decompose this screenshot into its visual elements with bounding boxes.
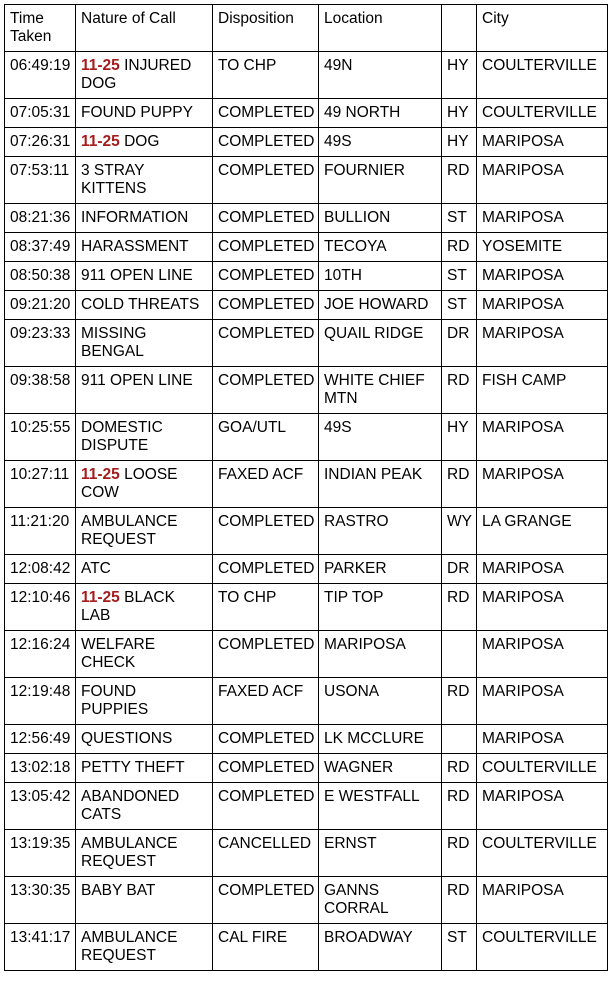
cell-nature-of-call xyxy=(76,233,213,262)
call-description: MISSING BENGAL xyxy=(81,325,147,360)
cell-time-taken: 12:10:46 xyxy=(5,584,76,631)
cell-city: MARIPOSA xyxy=(477,877,608,924)
cell-street-suffix: RD xyxy=(442,877,477,924)
cell-city: MARIPOSA xyxy=(477,204,608,233)
table-row xyxy=(5,157,608,204)
cell-street-suffix: RD xyxy=(442,830,477,877)
cell-disposition: COMPLETED xyxy=(213,725,319,754)
cell-nature-of-call xyxy=(76,128,213,157)
table-row xyxy=(5,52,608,99)
cell-street-suffix: RD xyxy=(442,461,477,508)
cell-street-suffix: RD xyxy=(442,584,477,631)
cell-nature-of-call xyxy=(76,99,213,128)
call-description: AMBULANCE REQUEST xyxy=(81,835,178,870)
call-description: HARASSMENT xyxy=(81,238,189,255)
header-city: City xyxy=(477,5,608,52)
cell-city: MARIPOSA xyxy=(477,320,608,367)
table-row xyxy=(5,291,608,320)
cell-street-suffix: RD xyxy=(442,783,477,830)
call-description: DOMESTIC DISPUTE xyxy=(81,419,163,454)
call-description: FOUND PUPPIES xyxy=(81,683,149,718)
cell-time-taken: 13:02:18 xyxy=(5,754,76,783)
cell-nature-of-call xyxy=(76,262,213,291)
cell-location: TECOYA xyxy=(319,233,442,262)
cell-nature-of-call xyxy=(76,631,213,678)
cell-city: LA GRANGE xyxy=(477,508,608,555)
cell-street-suffix: RD xyxy=(442,233,477,262)
cell-disposition: COMPLETED xyxy=(213,783,319,830)
cell-street-suffix: HY xyxy=(442,52,477,99)
call-description: PETTY THEFT xyxy=(81,759,185,776)
table-row xyxy=(5,262,608,291)
cell-nature-of-call xyxy=(76,924,213,971)
call-description: WELFARE CHECK xyxy=(81,636,156,671)
cell-time-taken: 09:38:58 xyxy=(5,367,76,414)
cell-city: MARIPOSA xyxy=(477,414,608,461)
cell-location: INDIAN PEAK xyxy=(319,461,442,508)
cell-city: COULTERVILLE xyxy=(477,924,608,971)
cell-nature-of-call xyxy=(76,414,213,461)
cell-time-taken: 08:37:49 xyxy=(5,233,76,262)
table-row xyxy=(5,99,608,128)
cell-nature-of-call xyxy=(76,204,213,233)
call-code-badge: 11-25 xyxy=(81,57,120,74)
cell-nature-of-call xyxy=(76,678,213,725)
table-row xyxy=(5,414,608,461)
cell-time-taken: 07:05:31 xyxy=(5,99,76,128)
cell-location: 49N xyxy=(319,52,442,99)
cell-time-taken: 09:23:33 xyxy=(5,320,76,367)
cell-street-suffix xyxy=(442,725,477,754)
cell-location: ERNST xyxy=(319,830,442,877)
cell-location: USONA xyxy=(319,678,442,725)
cell-nature-of-call xyxy=(76,52,213,99)
cell-street-suffix xyxy=(442,631,477,678)
cell-time-taken: 09:21:20 xyxy=(5,291,76,320)
table-row xyxy=(5,555,608,584)
cell-city: MARIPOSA xyxy=(477,725,608,754)
table-row xyxy=(5,754,608,783)
cell-time-taken: 07:53:11 xyxy=(5,157,76,204)
cell-location: BULLION xyxy=(319,204,442,233)
table-row xyxy=(5,924,608,971)
cell-city: COULTERVILLE xyxy=(477,52,608,99)
cell-disposition: COMPLETED xyxy=(213,320,319,367)
call-description: 911 OPEN LINE xyxy=(81,372,193,389)
cell-disposition: COMPLETED xyxy=(213,233,319,262)
cell-location: 49S xyxy=(319,128,442,157)
header-row xyxy=(5,5,608,52)
cell-time-taken: 08:50:38 xyxy=(5,262,76,291)
header-street-suffix xyxy=(442,5,477,52)
cell-nature-of-call xyxy=(76,320,213,367)
table-row xyxy=(5,233,608,262)
cell-street-suffix: WY xyxy=(442,508,477,555)
cell-disposition: GOA/UTL xyxy=(213,414,319,461)
cell-location: WHITE CHIEF MTN xyxy=(319,367,442,414)
table-row xyxy=(5,783,608,830)
cell-street-suffix: RD xyxy=(442,678,477,725)
table-row xyxy=(5,461,608,508)
cell-street-suffix: ST xyxy=(442,291,477,320)
cell-disposition: COMPLETED xyxy=(213,128,319,157)
cell-location: QUAIL RIDGE xyxy=(319,320,442,367)
cell-street-suffix: HY xyxy=(442,99,477,128)
table-row xyxy=(5,367,608,414)
call-log-table xyxy=(4,4,608,971)
cell-disposition: COMPLETED xyxy=(213,555,319,584)
cell-disposition: FAXED ACF xyxy=(213,461,319,508)
cell-disposition: FAXED ACF xyxy=(213,678,319,725)
cell-location: WAGNER xyxy=(319,754,442,783)
call-description: COLD THREATS xyxy=(81,296,200,313)
table-row xyxy=(5,320,608,367)
table-row xyxy=(5,631,608,678)
cell-time-taken: 13:19:35 xyxy=(5,830,76,877)
cell-disposition: TO CHP xyxy=(213,584,319,631)
call-description: 911 OPEN LINE xyxy=(81,267,193,284)
cell-street-suffix: HY xyxy=(442,414,477,461)
cell-city: MARIPOSA xyxy=(477,128,608,157)
cell-disposition: COMPLETED xyxy=(213,204,319,233)
cell-city: MARIPOSA xyxy=(477,262,608,291)
cell-nature-of-call xyxy=(76,754,213,783)
cell-nature-of-call xyxy=(76,508,213,555)
cell-disposition: COMPLETED xyxy=(213,367,319,414)
cell-city: MARIPOSA xyxy=(477,631,608,678)
cell-location: 10TH xyxy=(319,262,442,291)
cell-street-suffix: ST xyxy=(442,262,477,291)
cell-nature-of-call xyxy=(76,830,213,877)
call-description: INFORMATION xyxy=(81,209,189,226)
table-row xyxy=(5,877,608,924)
cell-nature-of-call xyxy=(76,725,213,754)
call-code-badge: 11-25 xyxy=(81,133,120,150)
cell-city: COULTERVILLE xyxy=(477,830,608,877)
cell-disposition: COMPLETED xyxy=(213,291,319,320)
call-description: AMBULANCE REQUEST xyxy=(81,513,178,548)
cell-disposition: TO CHP xyxy=(213,52,319,99)
cell-disposition: COMPLETED xyxy=(213,262,319,291)
cell-city: MARIPOSA xyxy=(477,157,608,204)
cell-street-suffix: RD xyxy=(442,157,477,204)
cell-city: MARIPOSA xyxy=(477,291,608,320)
call-description: ATC xyxy=(81,560,111,577)
cell-city: MARIPOSA xyxy=(477,678,608,725)
cell-time-taken: 12:08:42 xyxy=(5,555,76,584)
cell-city: COULTERVILLE xyxy=(477,99,608,128)
table-row xyxy=(5,128,608,157)
table-row xyxy=(5,584,608,631)
cell-time-taken: 13:05:42 xyxy=(5,783,76,830)
cell-nature-of-call xyxy=(76,555,213,584)
call-description: BLACK LAB xyxy=(81,589,175,624)
cell-city: YOSEMITE xyxy=(477,233,608,262)
cell-nature-of-call xyxy=(76,877,213,924)
cell-time-taken: 13:30:35 xyxy=(5,877,76,924)
cell-time-taken: 07:26:31 xyxy=(5,128,76,157)
cell-location: TIP TOP xyxy=(319,584,442,631)
cell-city: MARIPOSA xyxy=(477,783,608,830)
cell-street-suffix: RD xyxy=(442,367,477,414)
call-description: LOOSE COW xyxy=(81,466,178,501)
table-row xyxy=(5,678,608,725)
call-description: AMBULANCE REQUEST xyxy=(81,929,178,964)
cell-street-suffix: RD xyxy=(442,754,477,783)
cell-location: FOURNIER xyxy=(319,157,442,204)
cell-time-taken: 06:49:19 xyxy=(5,52,76,99)
cell-disposition: CAL FIRE xyxy=(213,924,319,971)
call-description: ABANDONED CATS xyxy=(81,788,180,823)
cell-nature-of-call xyxy=(76,367,213,414)
call-description: FOUND PUPPY xyxy=(81,104,193,121)
cell-location: PARKER xyxy=(319,555,442,584)
cell-location: GANNS CORRAL xyxy=(319,877,442,924)
cell-nature-of-call xyxy=(76,783,213,830)
cell-time-taken: 08:21:36 xyxy=(5,204,76,233)
cell-disposition: COMPLETED xyxy=(213,877,319,924)
header-disposition: Disposition xyxy=(213,5,319,52)
cell-city: MARIPOSA xyxy=(477,555,608,584)
call-code-badge: 11-25 xyxy=(81,466,120,483)
cell-time-taken: 10:25:55 xyxy=(5,414,76,461)
cell-disposition: COMPLETED xyxy=(213,631,319,678)
cell-street-suffix: ST xyxy=(442,204,477,233)
call-code-badge: 11-25 xyxy=(81,589,120,606)
cell-disposition: COMPLETED xyxy=(213,99,319,128)
cell-nature-of-call xyxy=(76,157,213,204)
cell-street-suffix: HY xyxy=(442,128,477,157)
cell-time-taken: 12:56:49 xyxy=(5,725,76,754)
cell-disposition: CANCELLED xyxy=(213,830,319,877)
cell-time-taken: 10:27:11 xyxy=(5,461,76,508)
cell-time-taken: 11:21:20 xyxy=(5,508,76,555)
cell-city: MARIPOSA xyxy=(477,461,608,508)
cell-street-suffix: ST xyxy=(442,924,477,971)
cell-disposition: COMPLETED xyxy=(213,754,319,783)
cell-nature-of-call xyxy=(76,584,213,631)
cell-time-taken: 12:16:24 xyxy=(5,631,76,678)
table-row xyxy=(5,725,608,754)
cell-city: FISH CAMP xyxy=(477,367,608,414)
cell-city: COULTERVILLE xyxy=(477,754,608,783)
cell-disposition: COMPLETED xyxy=(213,157,319,204)
cell-location: 49S xyxy=(319,414,442,461)
cell-location: 49 NORTH xyxy=(319,99,442,128)
header-time-taken: Time Taken xyxy=(5,5,76,52)
header-location: Location xyxy=(319,5,442,52)
cell-location: RASTRO xyxy=(319,508,442,555)
table-row xyxy=(5,508,608,555)
cell-location: BROADWAY xyxy=(319,924,442,971)
cell-location: LK MCCLURE xyxy=(319,725,442,754)
cell-location: MARIPOSA xyxy=(319,631,442,678)
cell-street-suffix: DR xyxy=(442,320,477,367)
cell-nature-of-call xyxy=(76,291,213,320)
cell-time-taken: 12:19:48 xyxy=(5,678,76,725)
cell-location: E WESTFALL xyxy=(319,783,442,830)
cell-street-suffix: DR xyxy=(442,555,477,584)
call-description: BABY BAT xyxy=(81,882,156,899)
call-description: DOG xyxy=(124,133,160,150)
call-description: QUESTIONS xyxy=(81,730,173,747)
cell-nature-of-call xyxy=(76,461,213,508)
cell-city: MARIPOSA xyxy=(477,584,608,631)
header-nature-of-call: Nature of Call xyxy=(76,5,213,52)
cell-disposition: COMPLETED xyxy=(213,508,319,555)
call-description: 3 STRAY KITTENS xyxy=(81,162,147,197)
table-row xyxy=(5,204,608,233)
table-row xyxy=(5,830,608,877)
cell-location: JOE HOWARD xyxy=(319,291,442,320)
call-description: INJURED DOG xyxy=(81,57,192,92)
cell-time-taken: 13:41:17 xyxy=(5,924,76,971)
